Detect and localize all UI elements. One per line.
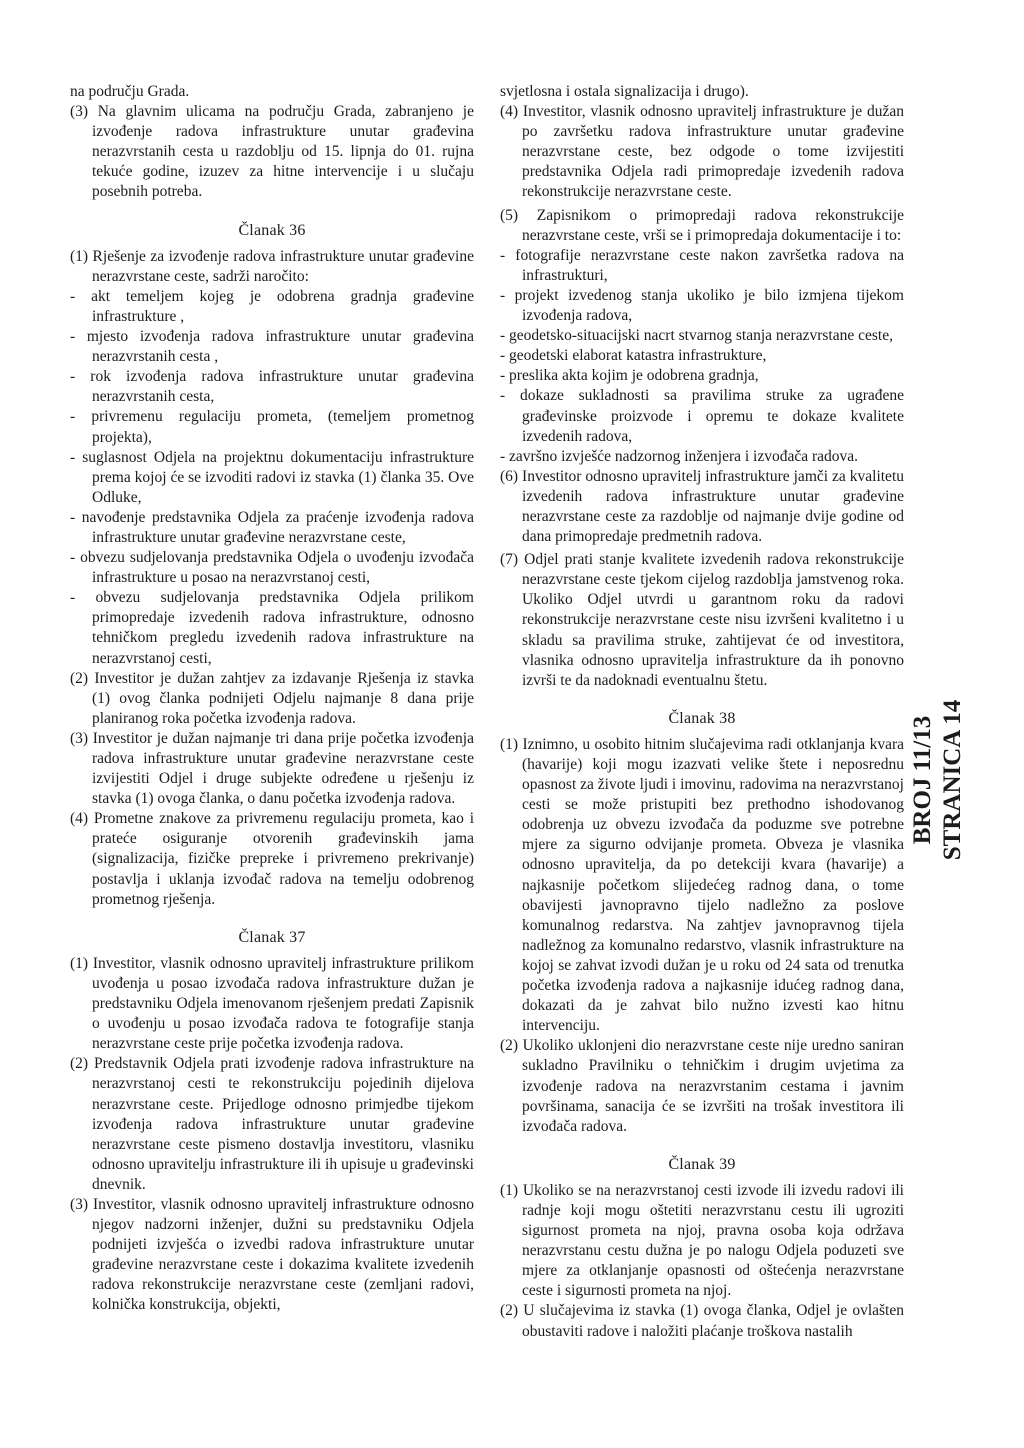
list-item: - suglasnost Odjela na projektnu dokumentaciju infrastrukture prema kojoj će se izvoditi radovi iz stavka (1) članka 35. Ove Odluke, bbox=[70, 448, 474, 506]
list-item: - geodetsko-situacijski nacrt stvarnog stanja nerazvrstane ceste, bbox=[500, 327, 893, 345]
left-column bbox=[70, 82, 474, 1316]
list-item: - preslika akta kojim je odobrena gradnja, bbox=[500, 367, 759, 385]
list-item: - fotografije nerazvrstane ceste nakon završetka radova na infrastrukturi, bbox=[500, 246, 904, 284]
list-item: - rok izvođenja radova infrastrukture unutar građevina nerazvrstanih cesta, bbox=[70, 368, 474, 406]
article-36-heading: Članak 36 bbox=[238, 221, 306, 239]
list-item: - akt temeljem kojeg je odobrena gradnja građevine infrastrukture , bbox=[70, 287, 474, 325]
article-38-paragraph-2: (2) Ukoliko uklonjeni dio nerazvrstane ceste nije uredno saniran sukladno Pravilniku o tehničkim i drugim uvjetima za izvođenje radova na nerazvrstanim cestama i javnim površinama, sanacija će se izvršiti na trošak investitora ili izvođača radova. bbox=[500, 1037, 904, 1135]
article-37-paragraph-7: (7) Odjel prati stanje kvalitete izvedenih radova rekonstrukcije nerazvrstane ceste tjekom cijelog razdoblja jamstvenog roka. Ukoliko Odjel utvrdi u garantnom roku da radovi rekonstrukcije nerazvrstane ceste nisu izvršeni kvalitetno i u skladu sa pravilima struke, zahtijevat će od investitora, vlasnika odnosno upravitelja infrastrukture da ih ponovno izvrši te da nadoknadi eventualnu štetu. bbox=[500, 551, 904, 689]
list-item: - obvezu sudjelovanja predstavnika Odjela prilikom primopredaje izvedenih radova infrastrukture, odnosno tehničkom pregledu izvedenih radova infrastrukture na nerazvrstanoj cesti, bbox=[70, 589, 474, 667]
article-37-paragraph-3: (3) Investitor, vlasnik odnosno upravitelj infrastrukture odnosno njegov nadzorni inženjer, dužni su predstavniku Odjela podnijeti izvješća o izvedbi radova infrastrukture unutar građevine nerazvrstane ceste i dokazima kvalitete izvedenih radova rekonstrukcije nerazvrstane ceste (zemljani radovi, kolnička konstrukcija, objekti, bbox=[70, 1195, 474, 1314]
article-37-paragraph-6: (6) Investitor odnosno upravitelj infrastrukture jamči za kvalitetu izvedenih radova infrastrukture unutar građevine nerazvrstane ceste za razdoblje od najmanje dvije godine od dana primopredaje predmetnih radova. bbox=[500, 467, 904, 546]
article-37-paragraph-2: (2) Predstavnik Odjela prati izvođenje radova infrastrukture na nerazvrstanoj cesti te rekonstrukciju pojedinih dijelova nerazvrstane ceste. Prijedloge odnosno primjedbe tijekom izvođenja radova infrastrukture unutar građevine nerazvrstane ceste pismeno dostavlja investitoru, vlasniku odnosno upravitelju infrastrukture ili ih upisuje u građevinski dnevnik. bbox=[70, 1055, 474, 1193]
issue-number: BROJ 11/13 bbox=[909, 715, 936, 845]
paragraph-continuation: na području Grada. bbox=[70, 83, 190, 100]
list-item: - dokaze sukladnosti sa pravilima struke za ugrađene građevinske proizvode i opremu te dokaze kvalitete izvedenih radova, bbox=[500, 387, 904, 445]
list-item: - geodetski elaborat katastra infrastrukture, bbox=[500, 347, 767, 365]
list-item: - navođenje predstavnika Odjela za praćenje izvođenja radova infrastrukture unutar građevine nerazvrstane ceste, bbox=[70, 508, 474, 546]
article-36-paragraph-1: (1) Rješenje za izvođenje radova infrastrukture unutar građevine nerazvrstane ceste, sadrži naročito: bbox=[70, 247, 474, 285]
article-38-paragraph-1: (1) Iznimno, u osobito hitnim slučajevima radi otklanjanja kvara (havarije) koji mogu izazvati velike štete i neposrednu opasnost za živote ljudi i imovinu, radovima na nerazvrstanoj cesti se može pristupiti bez prethodno ishodovanog odobrenja uz obvezu izvođača da poduzme sve potrebne mjere za sigurno odvijanje prometa. Obveza je vlasnika odnosno upravitelja, da po detekciji kvara (havarije) a najkasnije početkom slijedećeg radnog dana, o tome obavijesti javnopravno tijelo nadležno za poslove komunalnog redarstva. Na zahtjev javnopravnog tijela nadležnog za komunalno redarstvo, vlasnik infrastrukture na kojoj se zahvat izvodi dužan je u roku od 24 sata od trenutka početka izvođenja radova a najkasnije idućeg radnog dana, dokazati da je zahvat bilo nužno izvesti kao hitnu intervenciju. bbox=[500, 735, 904, 1035]
article-39-paragraph-2: (2) U slučajevima iz stavka (1) ovoga članka, Odjel je ovlašten obustaviti radove i naložiti plaćanje troškova nastalih bbox=[500, 1302, 904, 1340]
sidebar-rotated-text bbox=[908, 630, 978, 930]
list-item: - projekt izvedenog stanja ukoliko je bilo izmjena tijekom izvođenja radova, bbox=[500, 286, 904, 325]
list-item: - završno izvješće nadzornog inženjera i izvođača radova. bbox=[500, 447, 859, 465]
article-37-heading: Članak 37 bbox=[238, 928, 306, 946]
right-column bbox=[500, 82, 904, 1342]
article-36-paragraph-4: (4) Prometne znakove za privremenu regulaciju prometa, kao i prateće osiguranje otvorenih građevinskih jama (signalizacija, fizičke prepreke i privremeno prekrivanje) postavlja i uklanja izvođač radova na temelju odobrenog prometnog rješenja. bbox=[70, 810, 474, 908]
page-number: STRANICA 14 bbox=[939, 699, 966, 861]
page-sidebar bbox=[908, 630, 978, 930]
article-37-paragraph-1: (1) Investitor, vlasnik odnosno upravitelj infrastrukture prilikom uvođenja u posao izvođača radova infrastrukture dužan je predstavniku Odjela imenovanom rješenjem predati Zapisnik o uvođenju u posao izvođača radova te fotografije stanja nerazvrstane ceste prije početka izvođenja radova. bbox=[70, 954, 474, 1053]
article-36-paragraph-3: (3) Investitor je dužan najmanje tri dana prije početka izvođenja radova infrastrukture unutar građevine nerazvrstane ceste izvijestiti Odjel i druge subjekte određene u rješenju iz stavka (1) ovoga članka, o danu početka izvođenja radova. bbox=[70, 729, 474, 808]
article-37-paragraph-5: (5) Zapisnikom o primopredaji radova rekonstrukcije nerazvrstane ceste, vrši se i primopredaja dokumentacije i to: bbox=[500, 206, 904, 244]
article-36-paragraph-2: (2) Investitor je dužan zahtjev za izdavanje Rješenja iz stavka (1) ovog članka podnijeti Odjelu najmanje 8 dana prije planiranog roka početka izvođenja radova. bbox=[70, 669, 474, 727]
article-39-paragraph-1: (1) Ukoliko se na nerazvrstanoj cesti izvode ili izvedu radovi ili radnje koji mogu oštetiti nerazvrstanu cestu ili ugroziti sigurnost prometa na njoj, pravna osoba koja održava nerazvrstanu cestu dužna je po nalogu Odjela poduzeti sve mjere za otklanjanje opasnosti od oštećenja nerazvrstane ceste i sigurnosti prometa na njoj. bbox=[500, 1181, 904, 1300]
article-37-paragraph-4: (4) Investitor, vlasnik odnosno upravitelj infrastrukture je dužan po završetku radova infrastrukture unutar građevine nerazvrstane ceste, bez odgode o tome izvijestiti predstavnika Odjela radi primopredaje izvedenih radova rekonstrukcije nerazvrstane ceste. bbox=[500, 103, 904, 201]
list-item: - privremenu regulaciju prometa, (temeljem prometnog projekta), bbox=[70, 408, 474, 446]
list-item: - mjesto izvođenja radova infrastrukture unutar građevina nerazvrstanih cesta , bbox=[70, 328, 474, 366]
article-38-heading: Članak 38 bbox=[668, 709, 736, 727]
article-39-heading: Članak 39 bbox=[668, 1155, 736, 1173]
article-35-paragraph-3: (3) Na glavnim ulicama na području Grada, zabranjeno je izvođenje radova infrastrukture unutar građevina nerazvrstanih cesta u razdoblju od 15. lipnja do 01. rujna tekuće godine, izuzev za hitne intervencije i u slučaju posebnih potreba. bbox=[70, 103, 474, 201]
list-item: - obvezu sudjelovanja predstavnika Odjela o uvođenju izvođača infrastrukture u posao na nerazvrstanoj cesti, bbox=[70, 549, 474, 587]
paragraph-continuation: svjetlosna i ostala signalizacija i drugo). bbox=[500, 83, 749, 100]
